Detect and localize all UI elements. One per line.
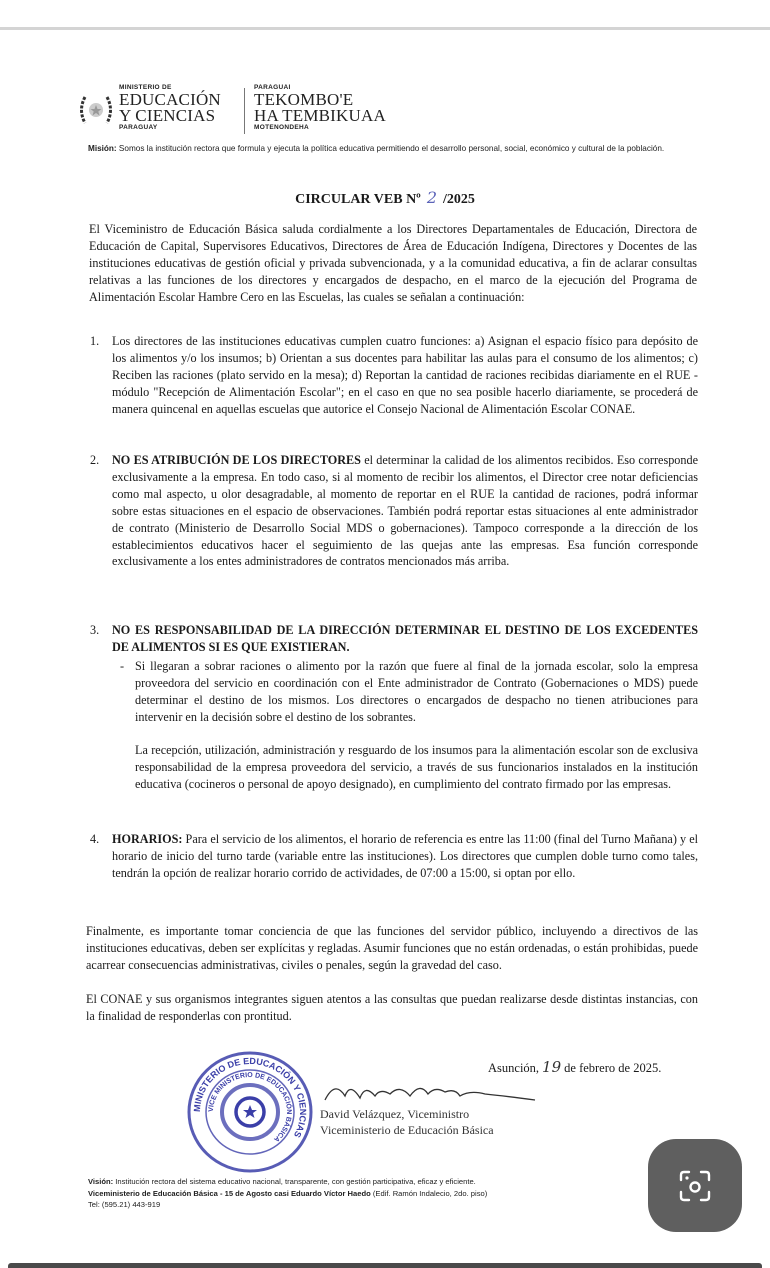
signer-block (320, 1106, 494, 1138)
mission-statement (88, 143, 688, 154)
google-lens-icon (677, 1168, 713, 1204)
circular-title (0, 188, 770, 210)
seal-inner-text: VICE MINISTERIO DE EDUCACIÓN BÁSICA (207, 1071, 293, 1143)
letterhead-motenondeha: MOTENONDEHA (254, 124, 309, 131)
bullet-marker: - (120, 659, 125, 673)
list-item-2 (90, 452, 698, 570)
list-item-1 (90, 333, 698, 418)
date-day-handwritten: 19 (542, 1058, 562, 1076)
letterhead-guarani-name (254, 84, 386, 132)
list-item-3 (90, 622, 698, 656)
list-item-heading: NO ES RESPONSABILIDAD DE LA DIRECCIÓN DETERMINAR EL DESTINO DE LOS EXCEDENTES DE ALIMENTOS SI ES QUE EXISTIERAN. (112, 623, 698, 654)
mission-label: Misión: (88, 144, 117, 153)
letterhead-tekomboe: TEKOMBO'E (254, 90, 354, 109)
official-seal-stamp (186, 1050, 314, 1174)
conae-paragraph: El CONAE y sus organismos integrantes siguen atentos a las consultas que puedan realizarse desde distintas instancias, con la finalidad de responderlas con prontitud. (86, 992, 698, 1023)
letterhead-ministerio-de: MINISTERIO DE (119, 84, 172, 91)
letterhead-divider (244, 88, 245, 134)
letterhead-paraguay: PARAGUAY (119, 124, 158, 131)
bottom-sheet-edge (8, 1263, 762, 1268)
list-item-heading: NO ES ATRIBUCIÓN DE LOS DIRECTORES (112, 453, 361, 467)
letterhead-paraguai: PARAGUAI (254, 84, 291, 91)
list-item-3-subpoint-2: La recepción, utilización, administración y resguardo de los insumos para la alimentación escolar son de exclusiva responsabilidad de la empresa proveedora del servicio, a través de sus funcionarios instalados en la institución educativa (cocineros o personal de apoyo designado), en cumplimiento del contrato firmado por las empresas. (135, 743, 698, 791)
subpoint-text: Si llegaran a sobrar raciones o alimento por la razón que fuere al final de la jornada escolar, solo la empresa proveedora del servicio en coordinación con el Ente administrador de Contrato (Gobernaciones o MDS) puede determinar el destino de los mismos. Los directores o encargados de despacho no tienen atribuciones para intervenir en la decisión sobre el destino de los sobrantes. (135, 659, 698, 724)
letterhead-ministry-name (119, 84, 221, 132)
letterhead-ha-tembikuaa: HA TEMBIKUAA (254, 106, 386, 125)
seal-outer-text: MINISTERIO DE EDUCACIÓN Y CIENCIAS (191, 1055, 309, 1140)
signer-office: Viceministerio de Educación Básica (320, 1123, 494, 1137)
list-item-heading: HORARIOS: (112, 832, 183, 846)
closing-paragraph: Finalmente, es importante tomar conciencia de que las funciones del servidor público, incluyendo a directivos de las instituciones educativas, deben ser explícitas y regladas. Asumir funciones que no están ordenadas, o están prohibidas, puede acarrear consecuencias administrativas, civiles o penales, según la gravedad del caso. (86, 924, 698, 972)
ministry-logo-icon (76, 91, 116, 129)
list-item-3-subpoint-1 (120, 658, 698, 726)
circular-number-handwritten: 2 (426, 188, 437, 207)
document-footer (88, 1176, 633, 1211)
footer-address-rest: (Edif. Ramón Indalecio, 2do. piso) (370, 1188, 488, 1198)
list-item-number: 2. (90, 453, 100, 467)
footer-vision (88, 1176, 633, 1188)
list-item-text: el determinar la calidad de los alimentos recibidos. Eso corresponde exclusivamente a la empresa. En todo caso, si al momento de recibir los alimentos, el Director cree notar deficiencias como mal aspecto, u olor desagradable, al momento de reportar en el RUE la cantidad de raciones, podrá informar sobre estas situaciones en el espacio de observaciones. También podrá reportar estas situaciones al ente administrador de contrato (Ministerio de Desarrollo Social MDS o gobernaciones). Tampoco corresponde a la dirección de los establecimientos educativos hacer el seguimiento de las quejas ante las empresas. Esa función corresponde exclusivamente a los entes administradores de contratos mencionados más arriba. (112, 453, 698, 569)
footer-vision-text: Institución rectora del sistema educativo nacional, transparente, con gestión participativa, eficaz y eficiente. (113, 1177, 476, 1186)
list-item-text: Los directores de las instituciones educativas cumplen cuatro funciones: a) Asignan el espacio físico para depósito de los alimentos y/o los insumos; b) Orientan a sus docentes para habilitar las aulas para el consumo de los alimentos; c) Reciben las raciones (plato servido en la mesa); d) Reportan la cantidad de raciones recibidas diariamente en el RUE - módulo "Recepción de Alimentación Escolar"; en el caso en que no sea posible hacerlo diariamente, se procederá de manera quincenal en aquellas escuelas que autorice el Consejo Nacional de Alimentación Escolar CONAE. (112, 334, 698, 416)
letterhead-educacion: EDUCACIÓN (119, 90, 221, 109)
footer-vision-label: Visión: (88, 1177, 114, 1186)
google-lens-button[interactable] (648, 1139, 742, 1232)
list-item-4 (90, 831, 698, 882)
circular-title-prefix: CIRCULAR VEB Nº (295, 192, 421, 207)
list-item-number: 3. (90, 623, 100, 637)
list-item-number: 1. (90, 334, 100, 348)
mission-text: Somos la institución rectora que formula y ejecuta la política educativa permitiendo el desarrollo personal, social, económico y cultural de la población. (116, 144, 665, 153)
footer-phone: Tel: (595.21) 443-919 (88, 1200, 161, 1210)
handwritten-signature (320, 1078, 540, 1104)
date-rest: de febrero de 2025. (564, 1061, 662, 1075)
intro-paragraph: El Viceministro de Educación Básica saluda cordialmente a los Directores Departamentales de Educación, Directora de Educación de Capital, Supervisores Educativos, Directores de Área de Educación Indígena, Directores y Docentes de las instituciones educativas de gestión oficial y privada subvencionada, y a la comunidad educativa, a fin de aclarar consultas relativas a las funciones de los directores y encargados de despacho, en el marco de la ejecución del Programa de Alimentación Escolar Hambre Cero en las Escuelas, las cuales se señalan a continuación: (89, 222, 697, 304)
screen-top-divider (0, 27, 770, 30)
footer-address (88, 1188, 633, 1200)
footer-address-bold: Viceministerio de Educación Básica - 15 de Agosto casi Eduardo Víctor Haedo (88, 1188, 371, 1198)
signer-name: David Velázquez, Viceministro (320, 1107, 470, 1121)
letterhead-y-ciencias: Y CIENCIAS (119, 106, 216, 125)
date-place: Asunción, (488, 1061, 540, 1075)
list-item-text: Para el servicio de los alimentos, el horario de referencia es entre las 11:00 (final del Turno Mañana) y el horario de inicio del turno tarde (variable entre las instituciones). Los directores que cumplen doble turno como tales, tendrán la opción de realizar horario corrido de actividades, de 07:00 a 15:00, si optan por ello. (112, 832, 698, 880)
date-line (488, 1058, 661, 1077)
circular-title-year: /2025 (443, 192, 475, 207)
list-item-number: 4. (90, 832, 100, 846)
